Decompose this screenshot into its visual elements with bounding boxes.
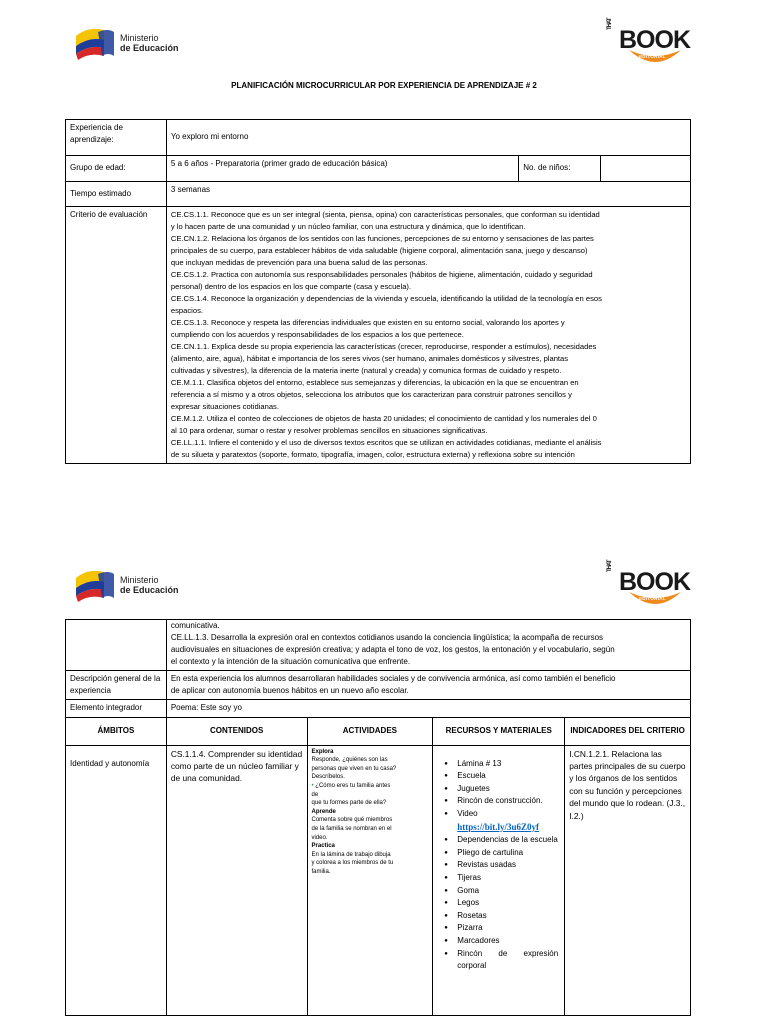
row-tiempo: [66, 182, 691, 207]
list-item: ● Dependencias de la escuela: [457, 834, 564, 847]
activity-line: En la lámina de trabajo dibuja: [311, 851, 391, 858]
publisher-prefix: THAT: [607, 18, 613, 30]
criterio-value: [166, 207, 690, 464]
continuation-value: [166, 620, 690, 671]
ministry-line-2: de Educación: [120, 585, 179, 595]
ecuador-flag-icon: [74, 26, 116, 60]
row-descripcion: [66, 671, 691, 700]
criterio-line: CE.CS.1.4. Reconoce la organización y dependencias de la vivienda y escuela, identificando la utilidad de la tecnología en esos: [170, 294, 602, 303]
activity-line: personas que viven en tu casa?: [311, 765, 397, 772]
criterio-line: y lo hacen parte de una comunidad y un núcleo familiar, con una estructura y dinámica, que lo identifican.: [170, 222, 526, 231]
header-recursos: RECURSOS Y MATERIALES: [433, 717, 565, 745]
planning-table: [65, 619, 691, 1016]
ministry-logo: [74, 26, 179, 60]
tiempo-value: 3 semanas: [166, 182, 690, 207]
activity-line: Descríbelos.: [311, 774, 345, 781]
criterio-line: cultivadas y silvestres), la diferencia de la materia inerte (natural y creada) y comunica formas de cuidado y respeto.: [170, 366, 562, 375]
row-continuation: [66, 620, 691, 671]
list-item: ● Pizarra: [457, 922, 564, 935]
ninos-value: [601, 156, 691, 182]
contenido-value: CS.1.1.4. Comprender su identidad como parte de un núcleo familiar y de una comunidad.: [166, 745, 307, 1015]
list-item: ● Pliego de cartulina: [457, 847, 564, 860]
activity-line: Comenta sobre qué miembros: [311, 817, 393, 824]
criterio-line: principales de su cuerpo, para establecer hábitos de vida saludable (higiene corporal, alimentación sana, juego y descanso): [170, 246, 588, 255]
ministry-logo: [74, 568, 179, 602]
recursos-list: [433, 746, 564, 973]
descripcion-line: de aplicar con autonomía buenos hábitos en un nuevo año escolar.: [170, 686, 409, 696]
list-item: ● Escuela: [457, 770, 564, 783]
header-actividades: ACTIVIDADES: [307, 717, 433, 745]
criterio-line: personal) dentro de los espacios en los que comparte (casa y escuela).: [170, 282, 412, 291]
grupo-value: 5 a 6 años - Preparatoria (primer grado de educación básica): [166, 156, 518, 182]
descripcion-value: [166, 671, 690, 700]
criterio-line: que incluyan medidas de prevención para una buena salud de las personas.: [170, 258, 428, 267]
ministry-name: [120, 33, 179, 53]
criterio-line: espacios.: [170, 306, 203, 315]
info-table: [65, 119, 691, 464]
list-item: ● Tijeras: [457, 872, 564, 885]
ecuador-flag-icon: [74, 568, 116, 602]
criterio-line: CE.CN.1.1. Explica desde su propia experiencia las características (crecer, reproducirse, responder a estímulos), necesidades: [170, 342, 597, 351]
list-item: ● Rosetas: [457, 910, 564, 923]
ministry-name: [120, 575, 179, 595]
tiempo-label: Tiempo estimado: [66, 182, 167, 207]
criterio-line: CE.M.1.1. Clasifica objetos del entorno, establece sus semejanzas y diferencias, la ubicación en la que se encuentran en: [170, 378, 579, 387]
row-integrador: [66, 700, 691, 717]
criterio-line: CE.CS.1.3. Reconoce y respeta las diferencias individuales que existen en su entorno social, valorando los aportes y: [170, 318, 565, 327]
ambito-value: [66, 745, 167, 1015]
row-experiencia: [66, 120, 691, 156]
activity-line: familia.: [311, 868, 331, 875]
criterio-line: (alimento, aire, agua), hábitat e importancia de los seres vivos (ser humano, animales domésticos y silvestres, plantas: [170, 354, 569, 363]
list-item: ● Goma: [457, 885, 564, 898]
activity-line: que tu formes parte de ella?: [311, 800, 387, 807]
criterio-line: CE.CS.1.1. Reconoce que es un ser integral (sienta, piensa, opina) con características personales, que conforman su identidad: [170, 210, 600, 219]
practica-heading: Practica: [311, 843, 335, 850]
criterio-line: referencia a sí mismo y a otros objetos, selecciona los atributos que los caracterizan para construir patrones sencillos y: [170, 390, 572, 399]
header-indicadores: INDICADORES DEL CRITERIO: [565, 717, 691, 745]
publisher-name: BOOK: [619, 26, 690, 54]
publisher-sub: EDITORIAL: [639, 54, 666, 59]
activity-line: y colorea a los miembros de tu: [311, 860, 394, 867]
row-grupo: [66, 156, 691, 182]
actividades-value: [307, 745, 433, 1015]
integrador-value: Poema: Este soy yo: [166, 700, 690, 717]
list-item: ● Revistas usadas: [457, 859, 564, 872]
criterio-line: CE.CN.1.2. Relaciona los órganos de los sentidos con las funciones, percepciones de su entorno y sensaciones de las partes: [170, 234, 594, 243]
row-criterio: [66, 207, 691, 464]
header-ambitos: ÁMBITOS: [66, 717, 167, 745]
list-item: ● Rincón de construcción.: [457, 795, 564, 808]
activity-line: • ¿Cómo eres tu familia antes: [311, 782, 391, 789]
explora-heading: Explora: [311, 748, 334, 755]
list-item: ● Lámina # 13: [457, 758, 564, 771]
criterio-line: expresar situaciones cotidianas.: [170, 402, 279, 411]
activity-line: de: [311, 791, 319, 798]
activity-line: Responde, ¿quiénes son las: [311, 757, 388, 764]
page-1: [0, 0, 768, 500]
list-item: ● Marcadores: [457, 935, 564, 948]
ministry-line-1: Ministerio: [120, 33, 159, 43]
criterio-line: audiovisuales en situaciones de expresión creativa; y adapta el tono de voz, los gestos, la entonación y el vocabulario, según: [170, 645, 615, 654]
criterio-line: CE.LL.1.3. Desarrolla la expresión oral en contextos cotidianos usando la conciencia lingüística; la acompaña de recursos: [170, 633, 604, 642]
video-link[interactable]: https://bit.ly/3u6Z0yf: [457, 821, 540, 832]
experiencia-value: Yo exploro mi entorno: [166, 120, 690, 156]
row-content: [66, 745, 691, 1015]
criterio-line: comunicativa.: [170, 621, 220, 630]
criterio-line: CE.CS.1.2. Practica con autonomía sus responsabilidades personales (hábitos de higiene, alimentación, cuidado y seguridad: [170, 270, 593, 279]
grupo-label: Grupo de edad:: [66, 156, 167, 182]
ministry-line-1: Ministerio: [120, 575, 159, 585]
activity-line-text: ¿Cómo eres tu familia antes: [315, 782, 391, 789]
aprende-heading: Aprende: [311, 808, 336, 815]
criterio-line: CE.LL.1.1. Infiere el contenido y el uso de diversos textos escritos que se utilizan en actividades cotidianas, mediante el análisis: [170, 438, 602, 447]
list-item: ● Legos: [457, 897, 564, 910]
continuation-label: [66, 620, 167, 671]
indicador-value: I.CN.1.2.1. Relaciona las partes principales de su cuerpo y los órganos de los sentidos con su función y percepciones del mundo que lo rodean. (J.3., I.2.): [565, 745, 691, 1015]
experiencia-label: Experiencia de aprendizaje:: [66, 120, 167, 156]
thatbook-logo: [607, 18, 690, 59]
activity-line: de la familia se nombran en el: [311, 825, 392, 832]
publisher-sub: EDITORIAL: [639, 596, 666, 601]
integrador-label: Elemento integrador: [66, 700, 167, 717]
criterio-label: Criterio de evaluación: [66, 207, 167, 464]
criterio-line: al 10 para ordenar, sumar o restar y resolver problemas sencillos en situaciones significativas.: [170, 426, 488, 435]
list-item: ● Rincón de expresión corporal: [457, 948, 564, 973]
ministry-line-2: de Educación: [120, 43, 179, 53]
header-contenidos: CONTENIDOS: [166, 717, 307, 745]
page-2: [0, 552, 768, 1024]
descripcion-line: En esta experiencia los alumnos desarrollaran habilidades sociales y de convivencia armónica, así como también el beneficio: [170, 674, 616, 683]
criterio-line: CE.M.1.2. Utiliza el conteo de colecciones de objetos de hasta 20 unidades; el conocimiento de cantidad y los numerales del 0: [170, 414, 597, 423]
list-item: ● Video: [457, 808, 564, 821]
publisher-prefix: THAT: [607, 560, 613, 572]
list-item: [457, 821, 564, 835]
publisher-name: BOOK: [619, 568, 690, 596]
recursos-value: [433, 745, 565, 1015]
criterio-line: cumpliendo con los acuerdos y responsabilidades de los espacios a los que pertenece.: [170, 330, 464, 339]
list-item: ● Juguetes: [457, 783, 564, 796]
activity-line: video.: [311, 834, 328, 841]
criterio-line: de su silueta y paratextos (soporte, formato, tipografía, imagen, color, estructura externa) y reflexiona sobre su intención: [170, 450, 575, 459]
thatbook-logo: [607, 560, 690, 601]
descripcion-label: Descripción general de la experiencia: [66, 671, 167, 700]
criterio-line: el contexto y la intención de la situación comunicativa que enfrente.: [170, 657, 411, 666]
document-title: PLANIFICACIÓN MICROCURRICULAR POR EXPERIENCIA DE APRENDIZAJE # 2: [231, 81, 537, 90]
ninos-label: No. de niños:: [519, 156, 601, 182]
row-headers: [66, 717, 691, 745]
ambito-text: Identidad y autonomía: [70, 758, 150, 768]
